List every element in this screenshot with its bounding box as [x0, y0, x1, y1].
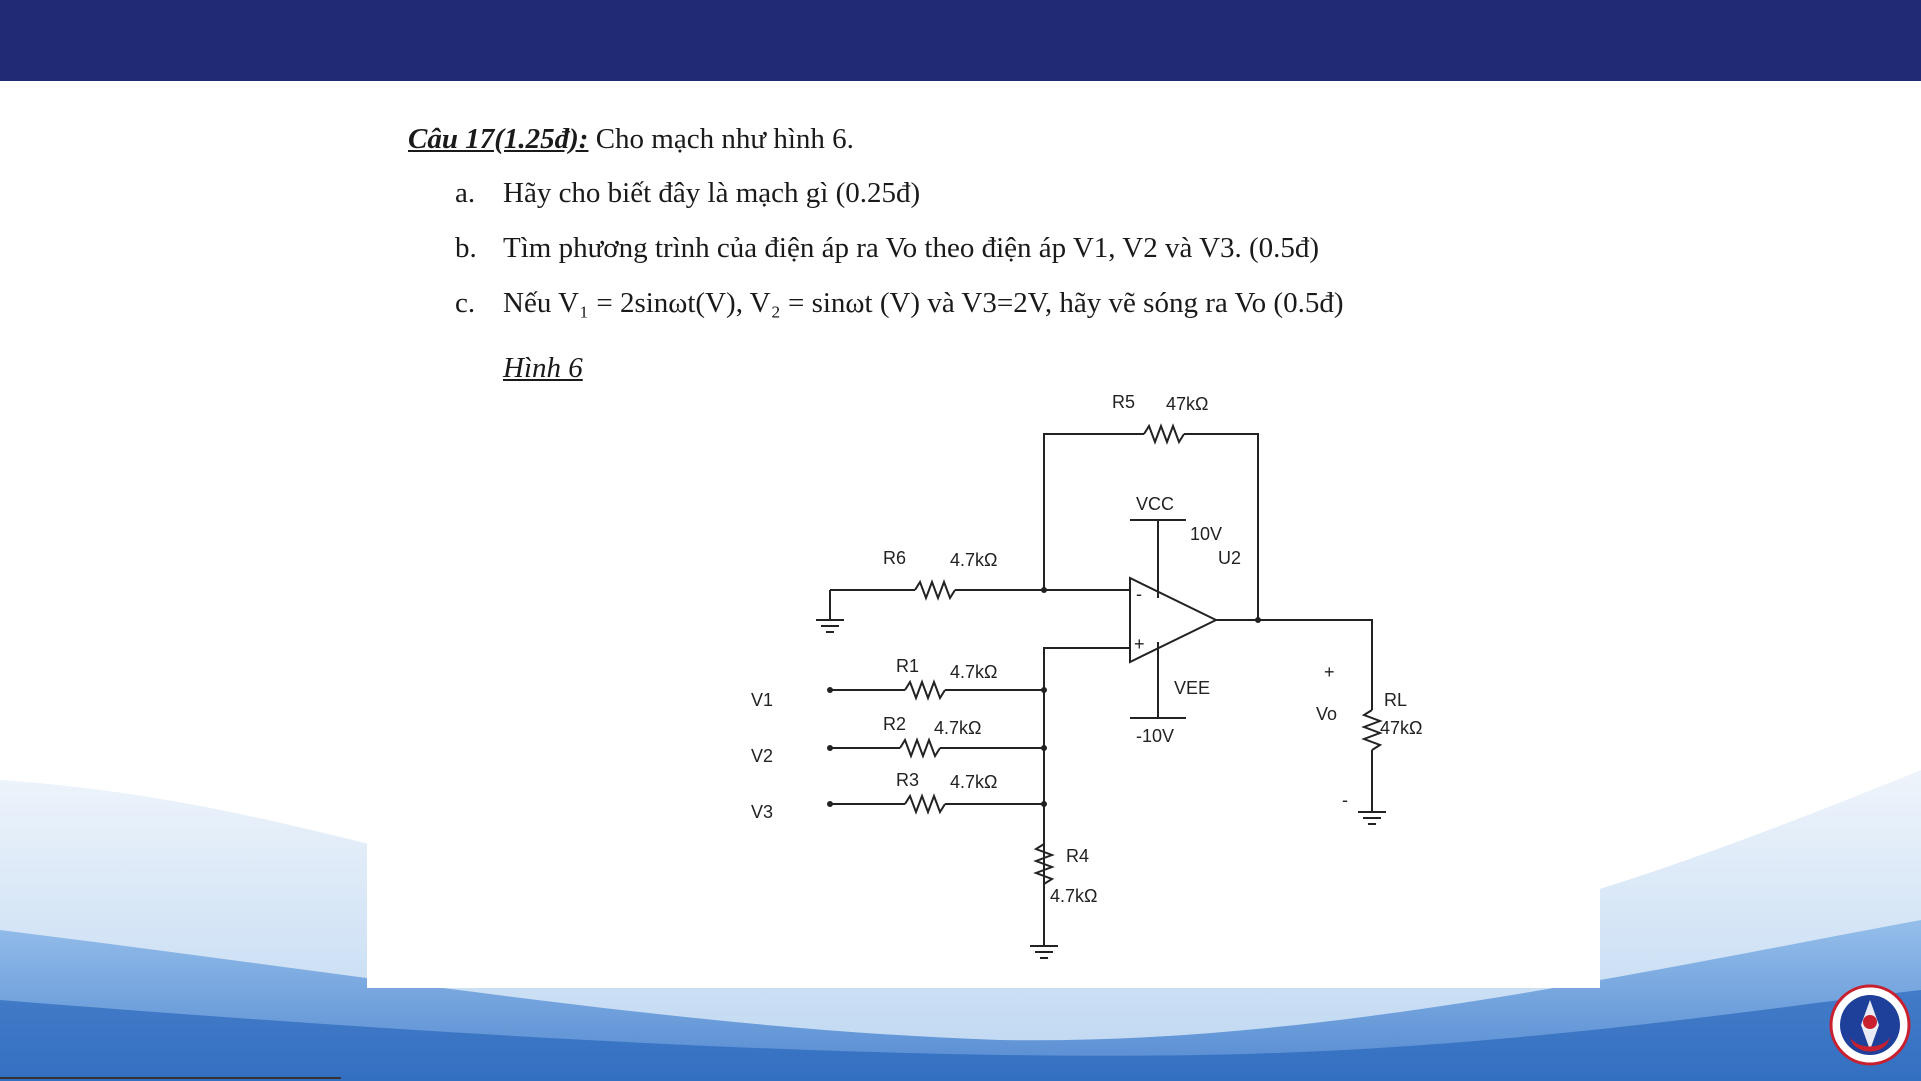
item-letter: c.	[455, 287, 476, 319]
r6-value: 4.7kΩ	[950, 550, 998, 570]
vee-label: VEE	[1174, 678, 1211, 698]
footer-divider	[0, 1077, 341, 1079]
r1-label: R1	[896, 656, 920, 676]
r4-value: 4.7kΩ	[1050, 886, 1098, 906]
figure-caption: Hình 6	[503, 352, 583, 384]
vo-label: Vo	[1316, 704, 1338, 724]
non-inverting-input-sign: +	[1134, 634, 1145, 654]
inverting-input-sign: -	[1136, 584, 1142, 604]
r2-value: 4.7kΩ	[934, 718, 982, 738]
r2-label: R2	[883, 714, 907, 734]
output-plus-sign: +	[1324, 662, 1335, 682]
r3-label: R3	[896, 770, 920, 790]
r1-value: 4.7kΩ	[950, 662, 998, 682]
item-letter: a.	[455, 177, 476, 209]
circuit-wires	[816, 426, 1386, 958]
vcc-value: 10V	[1190, 524, 1223, 544]
u2-label: U2	[1218, 548, 1242, 568]
v2-label: V2	[751, 746, 774, 766]
item-letter: b.	[455, 232, 477, 264]
question-number: Câu 17(1.25đ):	[408, 123, 589, 155]
r5-value: 47kΩ	[1166, 394, 1209, 414]
vee-value: -10V	[1136, 726, 1175, 746]
item-text: Tìm phương trình của điện áp ra Vo theo điện áp V1, V2 và V3. (0.5đ)	[503, 232, 1320, 264]
item-text: Nếu V₁ = 2sinωt(V), V₂ = sinωt (V) và V3=2V, hãy vẽ sóng ra Vo (0.5đ)	[503, 287, 1344, 319]
r5-label: R5	[1112, 392, 1136, 412]
rl-value: 47kΩ	[1380, 718, 1423, 738]
output-minus-sign: -	[1342, 790, 1348, 810]
r3-value: 4.7kΩ	[950, 772, 998, 792]
university-logo-icon	[1829, 984, 1911, 1066]
vcc-label: VCC	[1136, 494, 1175, 514]
rl-label: RL	[1384, 690, 1408, 710]
v3-label: V3	[751, 802, 774, 822]
r6-label: R6	[883, 548, 907, 568]
r4-label: R4	[1066, 846, 1090, 866]
v1-label: V1	[751, 690, 774, 710]
item-text: Hãy cho biết đây là mạch gì (0.25đ)	[503, 177, 921, 209]
question-text: Cho mạch như hình 6.	[588, 123, 854, 155]
